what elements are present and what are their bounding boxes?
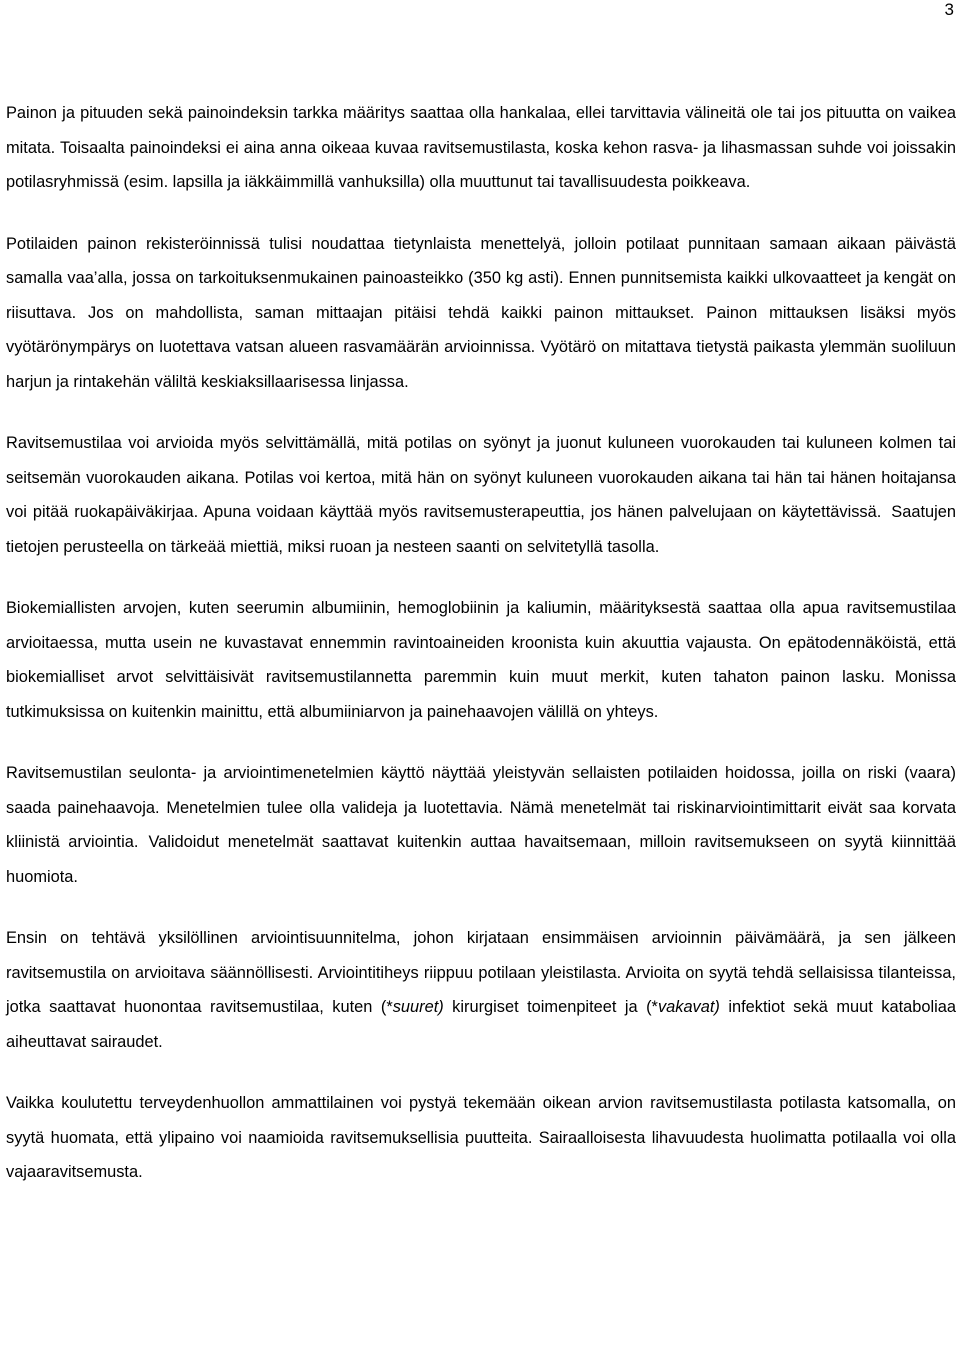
paragraph-text: Ravitsemustilaa voi arvioida myös selvittämällä, mitä potilas on syönyt ja juonut kuluneen vuorokauden tai kuluneen kolmen tai seitsemän vuorokauden aikana. Potilas voi kertoa, mitä hän on syönyt kuluneen vuorokauden aikana tai hän tai hänen hoitajansa voi pitää ruokapäiväkirjaa. Apuna voidaan käyttää myös ravitsemusterapeuttia, jos hänen palvelujaan on käytettävissä. xyxy=(6,434,956,521)
paragraph-weighing-procedure xyxy=(6,227,956,400)
paragraph-text: infektiot sekä muut kataboliaa aiheuttavat sairaudet. xyxy=(6,998,956,1051)
paragraph-screening-methods xyxy=(6,756,956,894)
paragraph-text: Biokemiallisten arvojen, kuten seerumin albumiinin, hemoglobiinin ja kaliumin, määrityksestä saattaa olla apua ravitsemustilaa arvioitaessa, mutta usein ne kuvastavat ennemmin ravintoaineiden kroonista kuin akuuttia vajausta. On epätodennäköistä, että biokemialliset arvot selvittäisivät ravitsemustilannetta paremmin kuin muut merkit, kuten tahaton painon lasku. xyxy=(6,599,956,686)
document-body xyxy=(6,96,956,1217)
paragraph-text: Vaikka koulutettu terveydenhuollon ammattilainen voi pystyä tekemään oikean arvion ravitsemustilasta potilasta katsomalla, on syytä huomata, että ylipaino voi naamioida ravitsemuksellisia puutteita. Sairaalloisesta lihavuudesta huolimatta potilaalla voi olla vajaaravitsemusta. xyxy=(6,1094,956,1181)
paragraph-visual-assessment xyxy=(6,1086,956,1190)
paragraph-weight-measurement xyxy=(6,96,956,200)
paragraph-text: Ensin on tehtävä yksilöllinen arviointisuunnitelma, johon kirjataan ensimmäisen arvioinnin päivämäärä, ja sen jälkeen ravitsemustila on arvioitava säännöllisesti. Arviointitiheys riippuu potilaan yleistilasta. Arvioita on syytä tehdä sellaisissa tilanteissa, jotka saattavat huonontaa ravitsemustilaa, kuten (* xyxy=(6,929,956,1016)
paragraph-text: kirurgiset toimenpiteet ja (* xyxy=(443,998,658,1016)
paragraph-text-italic: vakavat) xyxy=(657,998,720,1016)
paragraph-biochemical-values xyxy=(6,591,956,729)
paragraph-text: Monissa tutkimuksissa on kuitenkin mainittu, että albumiiniarvon ja painehaavojen välillä on yhteys. xyxy=(6,668,956,721)
paragraph-text: Ravitsemustilan seulonta- ja arviointimenetelmien käyttö näyttää yleistyvän sellaisten potilaiden hoidossa, joilla on riski (vaara) saada painehaavoja. Menetelmien tulee olla valideja ja luotettavia. Nämä menetelmät tai riskinarviointimittarit eivät saa korvata kliinistä arviointia. xyxy=(6,764,956,851)
page-number: 3 xyxy=(944,0,954,19)
paragraph-text: Saatujen tietojen perusteella on tärkeää miettiä, miksi ruoan ja nesteen saanti on selvitetyllä tasolla. xyxy=(6,503,956,556)
paragraph-text: Validoidut menetelmät saattavat kuitenkin auttaa havaitsemaan, milloin ravitsemukseen on syytä kiinnittää huomiota. xyxy=(6,833,957,886)
paragraph-text: Painon ja pituuden sekä painoindeksin tarkka määritys saattaa olla hankalaa, ellei tarvittavia välineitä ole tai jos pituutta on vaikea mitata. Toisaalta painoindeksi ei aina anna oikeaa kuvaa ravitsemustilasta, koska kehon rasva- ja lihasmassan suhde voi joissakin potilasryhmissä (esim. lapsilla ja iäkkäimmillä vanhuksilla) olla muuttunut tai tavallisuudesta poikkeava. xyxy=(6,104,956,191)
paragraph-text-italic: suuret) xyxy=(392,998,444,1016)
paragraph-text: Potilaiden painon rekisteröinnissä tulisi noudattaa tietynlaista menettelyä, jolloin potilaat punnitaan samaan aikaan päivästä samalla vaa’alla, jossa on tarkoituksenmukainen painoasteikko (350 kg asti). Ennen punnitsemista kaikki ulkovaatteet ja kengät on riisuttava. Jos on mahdollista, saman mittaajan pitäisi tehdä kaikki painon mittaukset. Painon mittauksen lisäksi myös vyötärönympärys on luotettava vatsan alueen rasvamäärän arvioinnissa. Vyötärö on mitattava tietystä paikasta ylemmän suoliluun harjun ja rintakehän väliltä keskiaksillaarisessa linjassa. xyxy=(6,234,956,391)
paragraph-food-intake xyxy=(6,426,956,564)
paragraph-assessment-plan xyxy=(6,921,956,1059)
